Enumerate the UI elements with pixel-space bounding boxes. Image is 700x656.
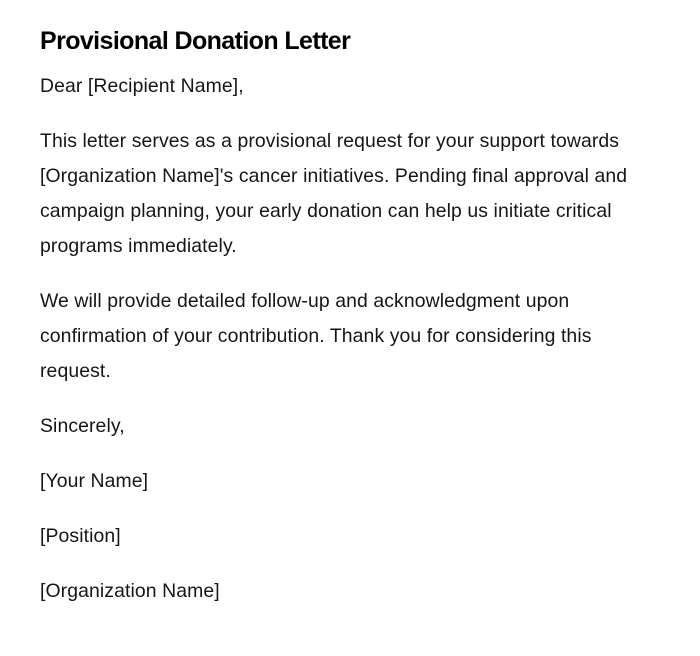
signature-name: [Your Name] [40, 470, 149, 492]
letter-title: Provisional Donation Letter [40, 27, 351, 55]
closing: Sincerely, [40, 415, 125, 437]
body-paragraph-2: We will provide detailed follow-up and acknowledgment upon confirmation of your contribution. Thank you for considering this request. [40, 290, 592, 382]
body-paragraph-1: This letter serves as a provisional request for your support towards [Organization Name]'s cancer initiatives. Pending final approval and campaign planning, your early donation can help us initiate critical programs immediately. [40, 130, 628, 257]
signature-organization: [Organization Name] [40, 580, 220, 602]
greeting: Dear [Recipient Name], [40, 75, 244, 97]
signature-position: [Position] [40, 525, 121, 547]
